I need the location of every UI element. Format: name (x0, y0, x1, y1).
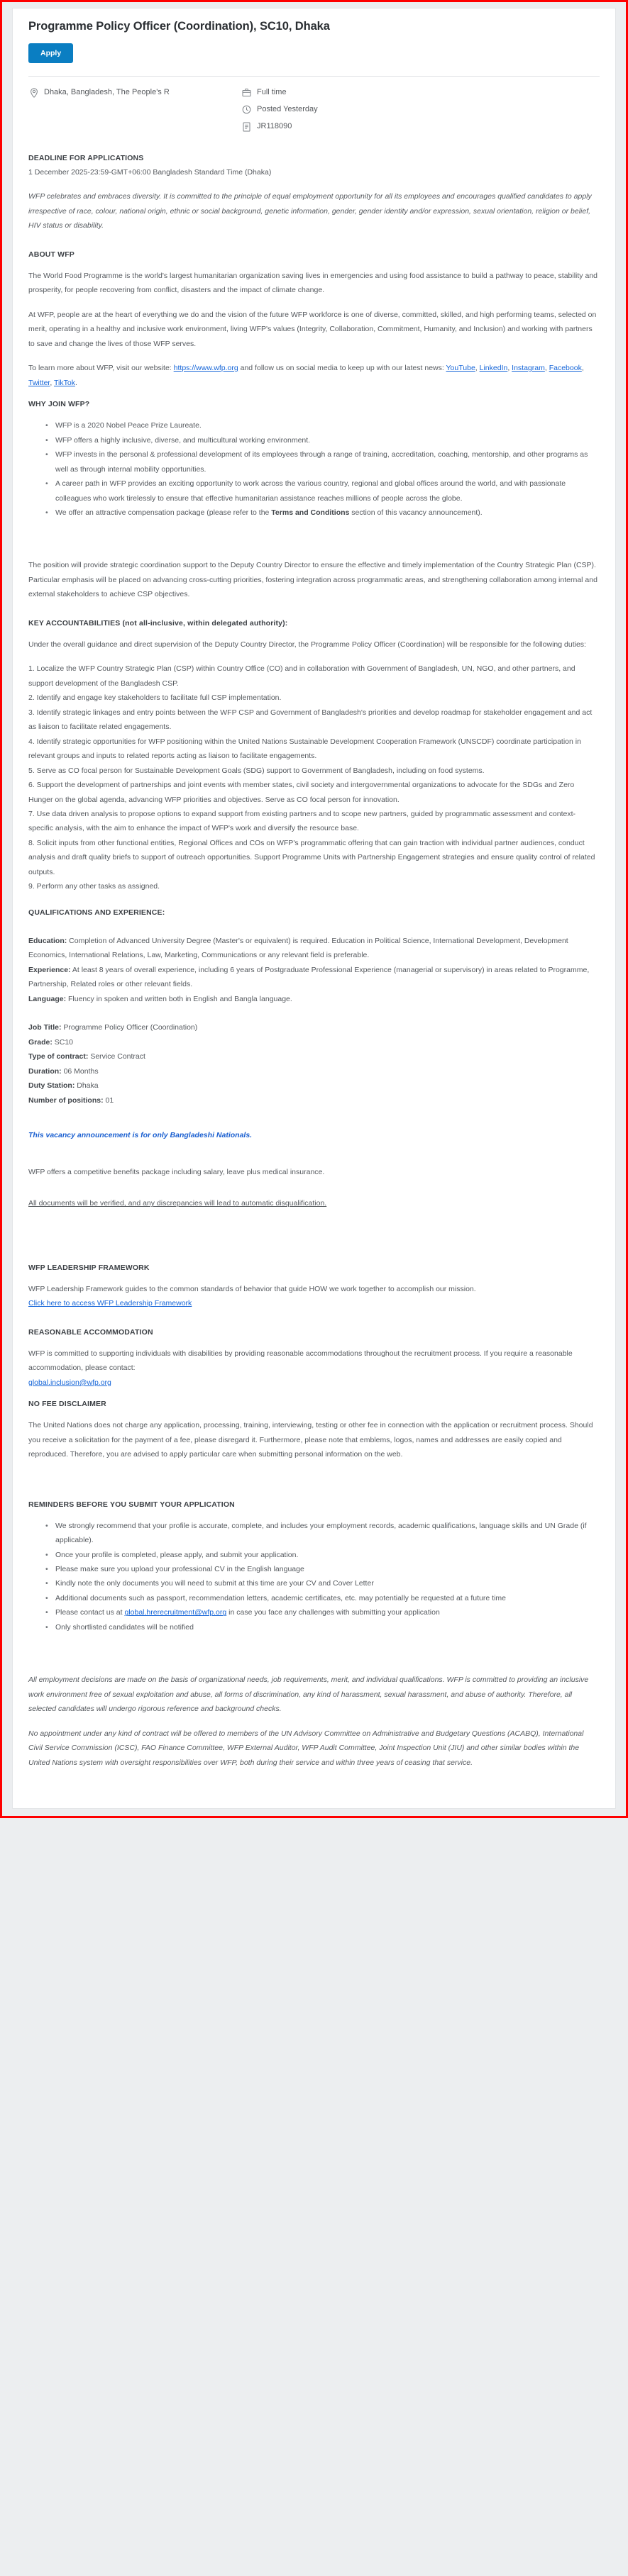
deadline-value: 1 December 2025-23:59-GMT+06:00 Bangladesh Standard Time (Dhaka) (28, 168, 272, 177)
job-detail-grade (28, 1035, 600, 1049)
job-detail-title (28, 1020, 600, 1035)
social-link-facebook[interactable]: Facebook (549, 364, 582, 373)
duty-item: 9. Perform any other tasks as assigned. (28, 882, 160, 891)
job-detail-value: SC10 (52, 1037, 74, 1047)
list-item: • Additional documents such as passport, recommendation letters, academic certificates, etc. may potentially be requested at a future time (55, 1591, 600, 1605)
meta-requisition-id-text: JR118090 (257, 122, 292, 130)
meta-posted-date-text: Posted Yesterday (257, 105, 318, 113)
job-detail-label: Duration: (28, 1066, 62, 1076)
duty-item: 6. Support the development of partnerships and joint events with member states, civil society and intergovernmental organizations to advocate for the SDGs and Zero Hunger on the global agenda, advancing WFP priorities and objectives. Serve as CO focal person for innovation. (28, 781, 575, 804)
diversity-statement: WFP celebrates and embraces diversity. It is committed to the principle of equal employment opportunity for all its employees and encourages qualified candidates to apply irrespective of race, colour, national origin, ethnic or social background, genetic information, gender, gender identity and/or expression, sexual orientation, religion or belief, HIV status or disability. (28, 192, 592, 230)
apply-button[interactable]: Apply (28, 43, 73, 63)
qualifications-heading: QUALIFICATIONS AND EXPERIENCE: (28, 908, 165, 917)
qualification-label: Experience: (28, 965, 71, 974)
job-details-list (28, 1020, 600, 1108)
job-header (13, 9, 615, 76)
job-detail-duty-station (28, 1078, 600, 1093)
duties-list (28, 662, 600, 894)
list-item-contact (55, 1605, 600, 1619)
learn-more-paragraph: To learn more about WFP, visit our website: https://www.wfp.org and follow us on social media to keep up with our latest news: YouTube, LinkedIn, Instagram, Facebook, Twitter, TikTok. (28, 364, 584, 387)
duty-item: 1. Localize the WFP Country Strategic Plan (CSP) within Country Office (CO) and in collaboration with Government of Bangladesh, UN, NGO, and other partners, and support development of the Bangladesh CSP. (28, 664, 575, 688)
hr-recruitment-email-link[interactable]: global.hrerecruitment@wfp.org (124, 1608, 227, 1617)
job-detail-positions (28, 1093, 600, 1108)
job-detail-duration (28, 1064, 600, 1078)
list-item-compensation (55, 506, 600, 520)
reminders-list (28, 1519, 600, 1635)
job-detail-value: 06 Months (61, 1066, 99, 1076)
footer-equal-opportunity-text: All employment decisions are made on the basis of organizational needs, job requirements, merit, and individual qualifications. WFP is committed to providing an inclusive work environment free of sexual exploitation and abuse, all forms of discrimination, any kind of harassment, sexual harassment, and abuse of authority. Therefore, all selected candidates will undergo rigorous reference and background checks. (28, 1675, 589, 1714)
qualification-value: At least 8 years of overall experience, including 6 years of Postgraduate Professional Experience (managerial or supervisory) in areas related to Programme, Partnership, Related roles or other relevant fields. (28, 965, 590, 989)
duty-item: 2. Identify and engage key stakeholders to facilitate full CSP implementation. (28, 693, 282, 703)
terms-and-conditions-label: Terms and Conditions (271, 508, 350, 517)
social-link-tiktok[interactable]: TikTok (54, 378, 75, 387)
social-link-linkedin[interactable]: LinkedIn (479, 364, 508, 373)
duty-item: 7. Use data driven analysis to propose options to expand support from existing partners and to scope new partners, guided by programmatic assessment and context-specific analysis, with the aim to enhance the impact of WFP's work and diversify the resource base. (28, 810, 576, 833)
meta-employment-type-text: Full time (257, 88, 287, 96)
contact-bullet-post: in case you face any challenges with submitting your application (226, 1608, 440, 1617)
job-detail-label: Duty Station: (28, 1081, 75, 1091)
qualification-language (28, 992, 600, 1006)
social-link-twitter[interactable]: Twitter (28, 378, 50, 387)
duty-item: 5. Serve as CO focal person for Sustainable Development Goals (SDG) support to Government of Bangladesh, including on food systems. (28, 766, 485, 775)
inclusion-email-link[interactable]: global.inclusion@wfp.org (28, 1378, 111, 1387)
wfp-website-link[interactable]: https://www.wfp.org (173, 364, 238, 373)
learn-more-mid: and follow us on social media to keep up with our latest news: (238, 364, 446, 373)
accommodation-email-wrap (28, 1376, 600, 1390)
job-detail-value: 01 (103, 1095, 114, 1105)
accountabilities-intro: Under the overall guidance and direct supervision of the Deputy Country Director, the Programme Policy Officer (Coordination) will be responsible for the following duties: (28, 640, 586, 649)
qualification-label: Language: (28, 994, 67, 1003)
list-item: • Only shortlisted candidates will be notified (55, 1620, 600, 1634)
qualifications-list (28, 934, 600, 1006)
list-item: • WFP offers a highly inclusive, diverse, and multicultural working environment. (55, 433, 600, 447)
social-link-youtube[interactable]: YouTube (446, 364, 475, 373)
job-detail-label: Grade: (28, 1037, 53, 1047)
list-item: • Once your profile is completed, please apply, and submit your application. (55, 1548, 600, 1562)
page-title: Programme Policy Officer (Coordination), SC10, Dhaka (28, 20, 330, 33)
list-item: • WFP invests in the personal & professional development of its employees through a range of training, accreditation, coaching, mentorship, and other programs as well as through internal mobility opportunities. (55, 447, 600, 476)
job-posting-page (12, 8, 616, 1809)
why-join-heading: WHY JOIN WFP? (28, 400, 90, 409)
social-link-instagram[interactable]: Instagram (512, 364, 545, 373)
benefits-note: WFP offers a competitive benefits package including salary, leave plus medical insurance. (28, 1167, 325, 1176)
meta-posted-date (241, 105, 600, 114)
duty-item: 3. Identify strategic linkages and entry points between the WFP CSP and Government of Bangladesh's priorities and develop roadmap for stakeholder engagement and act as liaison to facilitate related engagements. (28, 708, 593, 732)
meta-location (28, 88, 241, 98)
learn-more-prefix: To learn more about WFP, visit our website: (28, 364, 174, 373)
job-description (13, 150, 615, 1808)
about-wfp-paragraph-1: The World Food Programme is the world's largest humanitarian organization saving lives in emergencies and using food assistance to build a pathway to peace, stability and prosperity, for people recovering from conflict, disasters and the impact of climate change. (28, 271, 597, 295)
job-detail-contract-type (28, 1049, 600, 1064)
position-summary: The position will provide strategic coordination support to the Deputy Country Director to ensure the effective and timely implementation of the Country Strategic Plan (CSP). Particular emphasis will be placed on advancing cross-cutting priorities, fostering integration across programmatic areas, and strengthening collaboration among internal and external stakeholders to achieve CSP objectives. (28, 561, 597, 599)
reminders-heading: REMINDERS BEFORE YOU SUBMIT YOUR APPLICATION (28, 1500, 235, 1509)
duty-item: 4. Identify strategic opportunities for WFP positioning within the United Nations Sustainable Development Cooperation Framework (UNSCDF) coordinate participation in relevant groups and inputs to related reports acting as liaison to facilitate engagements. (28, 737, 581, 761)
list-item: • A career path in WFP provides an exciting opportunity to work across the various country, regional and global offices around the world, and with passionate colleagues who work tirelessly to ensure that effective humanitarian assistance reaches millions of people across the globe. (55, 476, 600, 506)
no-fee-body: The United Nations does not charge any application, processing, training, interviewing, testing or other fee in connection with the application or recruitment process. Should you receive a solicitation for the payment of a fee, please disregard it. Furthermore, please note that emblems, logos, names and addresses are easily copied and reproduced. Therefore, you are advised to apply particular care when submitting personal information on the web. (28, 1421, 593, 1459)
compensation-pre: We offer an attractive compensation package (please refer to the (55, 508, 272, 517)
accommodation-heading: REASONABLE ACCOMMODATION (28, 1327, 153, 1337)
meta-employment-type (241, 88, 600, 97)
clock-icon (241, 105, 252, 114)
meta-column-details (241, 88, 600, 140)
leadership-framework-link-wrap (28, 1296, 600, 1310)
leadership-framework-body: WFP Leadership Framework guides to the common standards of behavior that guide HOW we work together to accomplish our mission. (28, 1284, 476, 1293)
about-wfp-heading: ABOUT WFP (28, 250, 75, 259)
list-item: • We strongly recommend that your profile is accurate, complete, and includes your employment records, academic qualifications, language skills and UN Grade (if applicable). (55, 1519, 600, 1548)
job-meta (13, 77, 615, 150)
duty-item: 8. Solicit inputs from other functional entities, Regional Offices and COs on WFP's programmatic offering that can gain traction with individual partner audiences, conduct analysis and draft quality briefs to support of outreach opportunities. Support Programme Units with Partnership Engagement strategies and ensure quality control of related outputs. (28, 838, 595, 876)
list-item: • WFP is a 2020 Nobel Peace Prize Laureate. (55, 418, 600, 433)
no-fee-heading: NO FEE DISCLAIMER (28, 1400, 106, 1409)
qualification-value: Fluency in spoken and written both in English and Bangla language. (66, 994, 292, 1003)
about-wfp-paragraph-2: At WFP, people are at the heart of everything we do and the vision of the future WFP workforce is one of diverse, committed, skilled, and high performing teams, selected on merit, operating in a healthy and inclusive work environment, living WFP's values (Integrity, Collaboration, Commitment, Humanity, and Inclusion) and working with partners to save and change the lives of those WFP serves. (28, 310, 597, 348)
compensation-post: section of this vacancy announcement). (349, 508, 483, 517)
location-pin-icon (28, 88, 39, 98)
document-icon (241, 122, 252, 132)
document-verification-note: All documents will be verified, and any discrepancies will lead to automatic disqualification. (28, 1199, 327, 1208)
contact-bullet-pre: Please contact us at (55, 1608, 125, 1617)
job-detail-label: Job Title: (28, 1023, 62, 1032)
list-item: • Kindly note the only documents you will need to submit at this time are your CV and Cover Letter (55, 1576, 600, 1590)
job-detail-label: Number of positions: (28, 1095, 104, 1105)
meta-requisition-id (241, 122, 600, 132)
job-detail-value: Service Contract (88, 1052, 145, 1061)
job-detail-value: Programme Policy Officer (Coordination) (61, 1023, 198, 1032)
qualification-experience (28, 963, 600, 992)
leadership-framework-link[interactable]: Click here to access WFP Leadership Framework (28, 1299, 192, 1308)
qualification-value: Completion of Advanced University Degree (Master's or equivalent) is required. Education in Political Science, International Development, Development Economics, International Relations, Law, Marketing, Communications or any relevant field is preferable. (28, 936, 568, 960)
list-item: • Please make sure you upload your professional CV in the English language (55, 1562, 600, 1576)
leadership-framework-heading: WFP LEADERSHIP FRAMEWORK (28, 1263, 150, 1272)
nationals-only-notice: This vacancy announcement is for only Bangladeshi Nationals. (28, 1131, 253, 1140)
deadline-heading: DEADLINE FOR APPLICATIONS (28, 154, 144, 162)
job-detail-value: Dhaka (75, 1081, 99, 1091)
footer-appointment-restriction-text: No appointment under any kind of contract will be offered to members of the UN Advisory Committee on Administrative and Budgetary Questions (ACABQ), International Civil Service Commission (ICSC), FAO Finance Committee, WFP External Auditor, WFP Audit Committee, Joint Inspection Unit (JIU) and other similar bodies within the United Nations system with oversight responsibilities over WFP, both during their service and within three years of ceasing that service. (28, 1729, 584, 1767)
qualification-label: Education: (28, 936, 67, 945)
meta-column-location (28, 88, 241, 140)
job-detail-label: Type of contract: (28, 1052, 89, 1061)
meta-location-text: Dhaka, Bangladesh, The People's R (44, 88, 170, 96)
qualification-education (28, 934, 600, 963)
why-join-list (28, 418, 600, 520)
briefcase-icon (241, 88, 252, 97)
accommodation-body: WFP is committed to supporting individuals with disabilities by providing reasonable accommodations throughout the recruitment process. If you require a reasonable accommodation, please contact: (28, 1349, 573, 1373)
accountabilities-heading: KEY ACCOUNTABILITIES (not all-inclusive, within delegated authority): (28, 618, 288, 628)
